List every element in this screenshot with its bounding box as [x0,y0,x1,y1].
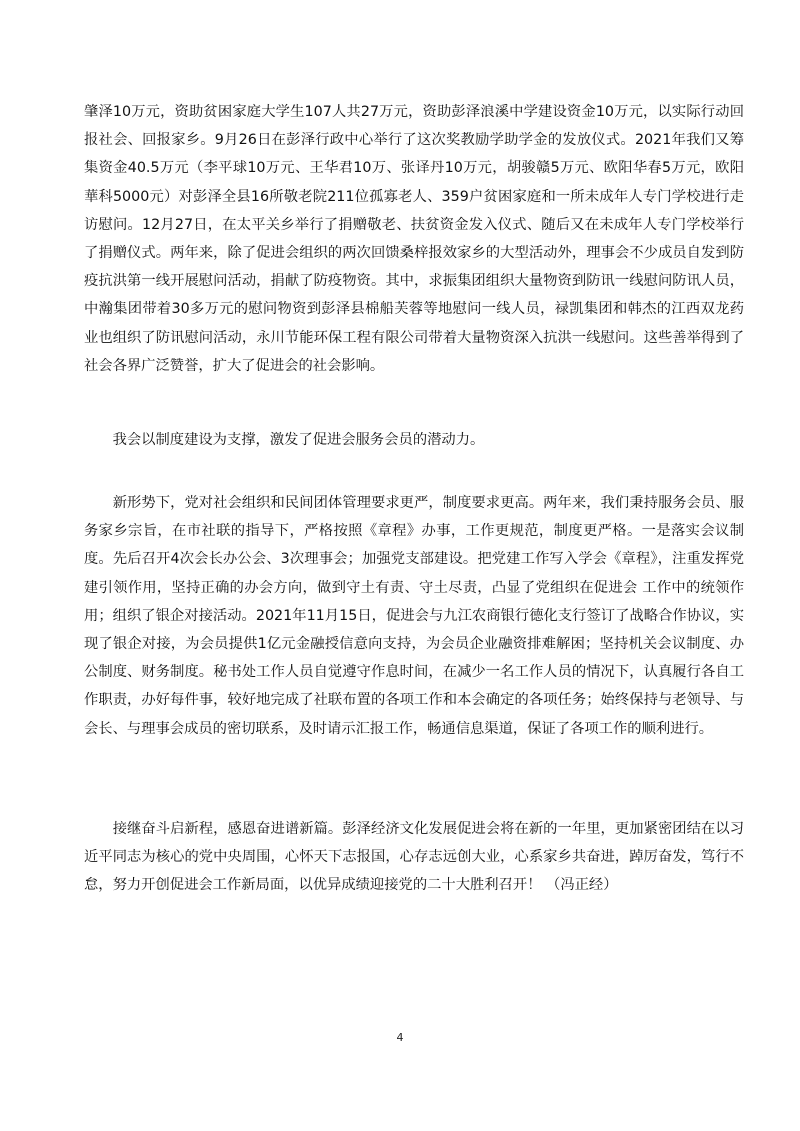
paragraph-system-heading: 我会以制度建设为支撑，激发了促进会服务会员的潜动力。 [84,432,485,448]
paragraph-donations: 肇泽10万元，资助贫困家庭大学生107人共27万元，资助彭泽浪溪中学建设资金10万元，以实际行动回报社会、回报家乡。9月26日在彭泽行政中心举行了这次奖教励学助学金的发放仪式。2021年我们又筹集资金40.5万元（李平球10万元、王华君10万、张译丹10万元，胡骏赣5万元、欧阳华春5万元，欧阳華科5000元）对彭泽全县16所敬老院211位孤寡老人、359户贫困家庭和一所未成年人专门学校进行走访慰问。12月27日，在太平关乡举行了捐赠敬老、扶贫资金发入仪式、随后又在未成年人专门学校举行了捐赠仪式。两年来，除了促进会组织的两次回馈桑梓报效家乡的大型活动外，理事会不少成员自发到防疫抗洪第一线开展慰问活动，捐献了防疫物资。其中，求振集团组织大量物资到防讯一线慰问防讯人员，中瀚集团带着30多万元的慰问物资到彭泽县棉船芙蓉等地慰问一线人员，禄凯集团和韩杰的江西双龙药业也组织了防讯慰问活动，永川节能环保工程有限公司带着大量物资深入抗洪一线慰问。这些善举得到了社会各界广泛赞誉，扩大了促进会的社会影响。 [84,104,744,374]
paragraph-closing: 接继奋斗启新程，感恩奋进谱新篇。彭泽经济文化发展促进会将在新的一年里，更加紧密团结在以习近平同志为核心的党中央周围，心怀天下志报国，心存志远创大业，心系家乡共奋进，踔厉奋发，笃行不怠，努力开创促进会工作新局面，以优异成绩迎接党的二十大胜利召开！ （冯正经） [84,821,744,894]
paragraph-system-building: 新形势下，党对社会组织和民间团体管理要求更严，制度要求更高。两年来，我们秉持服务会员、服务家乡宗旨，在市社联的指导下，严格按照《章程》办事，工作更规范，制度更严格。一是落实会议制度。先后召开4次会长办公会、3次理事会；加强党支部建设。把党建工作写入学会《章程》，注重发挥党建引领作用，坚持正确的办会方向，做到守土有责、守土尽责，凸显了党组织在促进会 工作中的统领作用；组织了银企对接活动。2021年11月15日，促进会与九江农商银行德化支行签订了战略合作协议，实现了银企对接，为会员提供1亿元金融授信意向支持，为会员企业融资排难解困；坚持机关会议制度、办公制度、财务制度。秘书处工作人员自觉遵守作息时间，在减少一名工作人员的情况下，认真履行各自工作职责，办好每件事，较好地完成了社联布置的各项工作和本会确定的各项任务；始终保持与老领导、与会长、与理事会成员的密切联系，及时请示汇报工作，畅通信息渠道，保证了各项工作的顺利进行。 [84,495,744,737]
page-number: 4 [396,1031,404,1044]
